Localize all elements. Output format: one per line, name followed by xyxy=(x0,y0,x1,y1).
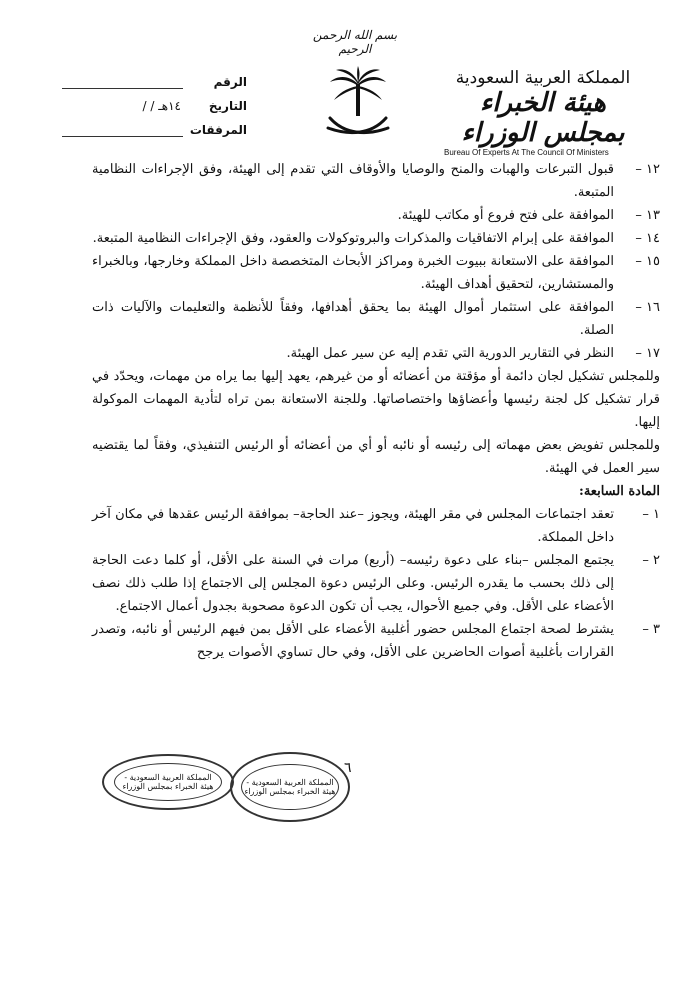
item-text: يشترط لصحة اجتماع المجلس حضور أغلبية الأعضاء على الأقل بمن فيهم الرئيس أو نائبه، وتصدر القرارات بأغلبية أصوات الحاضرين على الأقل، وفي حال تساوي الأصوات يرجح xyxy=(92,622,614,660)
date-label: التاريخ xyxy=(208,99,247,113)
item-text: قبول التبرعات والهبات والمنح والوصايا والأوقاف التي تقدم إلى الهيئة، وفق الإجراءات النظامية المتبعة. xyxy=(92,162,614,200)
date-row xyxy=(62,94,247,118)
item-number: ١٣ – xyxy=(635,208,660,223)
item-text: الموافقة على إبرام الاتفاقيات والمذكرات والبروتوكولات والعقود، وفق الإجراءات النظامية المتبعة. xyxy=(92,231,614,246)
saudi-emblem-icon xyxy=(318,66,398,146)
number-label: الرقم xyxy=(213,75,247,89)
official-stamp-right xyxy=(230,752,350,822)
list-item xyxy=(92,250,660,296)
item-text: الموافقة على استثمار أموال الهيئة بما يحقق أهدافها، وفقاً للأنظمة والتعليمات والآليات ذات الصلة. xyxy=(92,300,614,338)
organization-header xyxy=(438,68,648,157)
page-number: ٦ xyxy=(344,760,352,776)
stamp-text-left: المملكة العربية السعودية - هيئة الخبراء بمجلس الوزراء xyxy=(114,763,222,801)
list-item xyxy=(92,296,660,342)
list-item xyxy=(92,227,660,250)
bureau-name-english: Bureau Of Experts At The Council Of Ministers xyxy=(444,148,609,157)
paragraph-delegation: وللمجلس تفويض بعض مهماته إلى رئيسه أو نائبه أو أي من أعضائه أو الرئيس التنفيذي، وفقاً لما يقتضيه سير العمل في الهيئة. xyxy=(92,438,660,476)
basmala: بسم الله الرحمن الرحيم xyxy=(312,28,398,56)
kingdom-name: المملكة العربية السعودية xyxy=(455,68,631,88)
attachments-label: المرفقات xyxy=(189,123,247,137)
item-text: يجتمع المجلس –بناء على دعوة رئيسه– (أربع) مرات في السنة على الأقل، أو كلما دعت الحاجة إلى ذلك بحسب ما يقدره الرئيس. وعلى الرئيس دعوة المجلس إلى الاجتماع إذا طلب ذلك نصف الأعضاء على الأقل. وفي جميع الأحوال، يجب أن تكون الدعوة مصحوبة بجدول أعمال الاجتماع. xyxy=(92,553,614,614)
item-number: ١٢ – xyxy=(635,162,660,177)
official-stamp-left xyxy=(102,754,234,810)
item-number: ١٥ – xyxy=(635,254,660,269)
attachments-row xyxy=(62,118,247,142)
number-row xyxy=(62,70,247,94)
item-number: ٣ – xyxy=(642,622,660,637)
item-number: ١٦ – xyxy=(635,300,660,315)
item-text: الموافقة على فتح فروع أو مكاتب للهيئة. xyxy=(397,208,614,223)
paragraph-committees: وللمجلس تشكيل لجان دائمة أو مؤقتة من أعضائه أو من غيرهم، يعهد إليها بما يراه من مهمات، ويحدّد في قرار تشكيل كل لجنة رئيسها وأعضاؤها واختصاصاتها. وللجنة الاستعانة بمن تراه لتأدية المهمات الموكولة إليها. xyxy=(92,369,660,430)
article-item xyxy=(92,549,660,618)
list-item xyxy=(92,342,660,365)
item-number: ١٤ – xyxy=(635,231,660,246)
item-text: الموافقة على الاستعانة ببيوت الخبرة ومراكز الأبحاث المتخصصة داخل المملكة وخارجها، وبالخبراء والمستشارين، لتحقيق أهداف الهيئة. xyxy=(92,254,614,292)
article-item xyxy=(92,503,660,549)
article-heading: المادة السابعة: xyxy=(579,484,660,499)
item-text: تعقد اجتماعات المجلس في مقر الهيئة، ويجوز –عند الحاجة– بموافقة الرئيس عقدها في مكان آخر داخل المملكة. xyxy=(92,507,614,545)
item-number: ٢ – xyxy=(642,553,660,568)
item-number: ١ – xyxy=(642,507,660,522)
item-text: النظر في التقارير الدورية التي تقدم إليه عن سير عمل الهيئة. xyxy=(286,346,614,361)
article-item xyxy=(92,618,660,664)
bureau-name-arabic: هيئة الخبراء بمجلس الوزراء xyxy=(461,88,625,148)
reference-block xyxy=(62,70,247,142)
number-line xyxy=(62,76,183,89)
list-item xyxy=(92,204,660,227)
list-item xyxy=(92,158,660,204)
date-value: / / ١٤هـ xyxy=(142,99,181,113)
attachments-line xyxy=(62,124,183,137)
stamp-text-right: المملكة العربية السعودية - هيئة الخبراء بمجلس الوزراء xyxy=(241,764,340,811)
item-number: ١٧ – xyxy=(635,346,660,361)
document-body xyxy=(92,158,660,664)
